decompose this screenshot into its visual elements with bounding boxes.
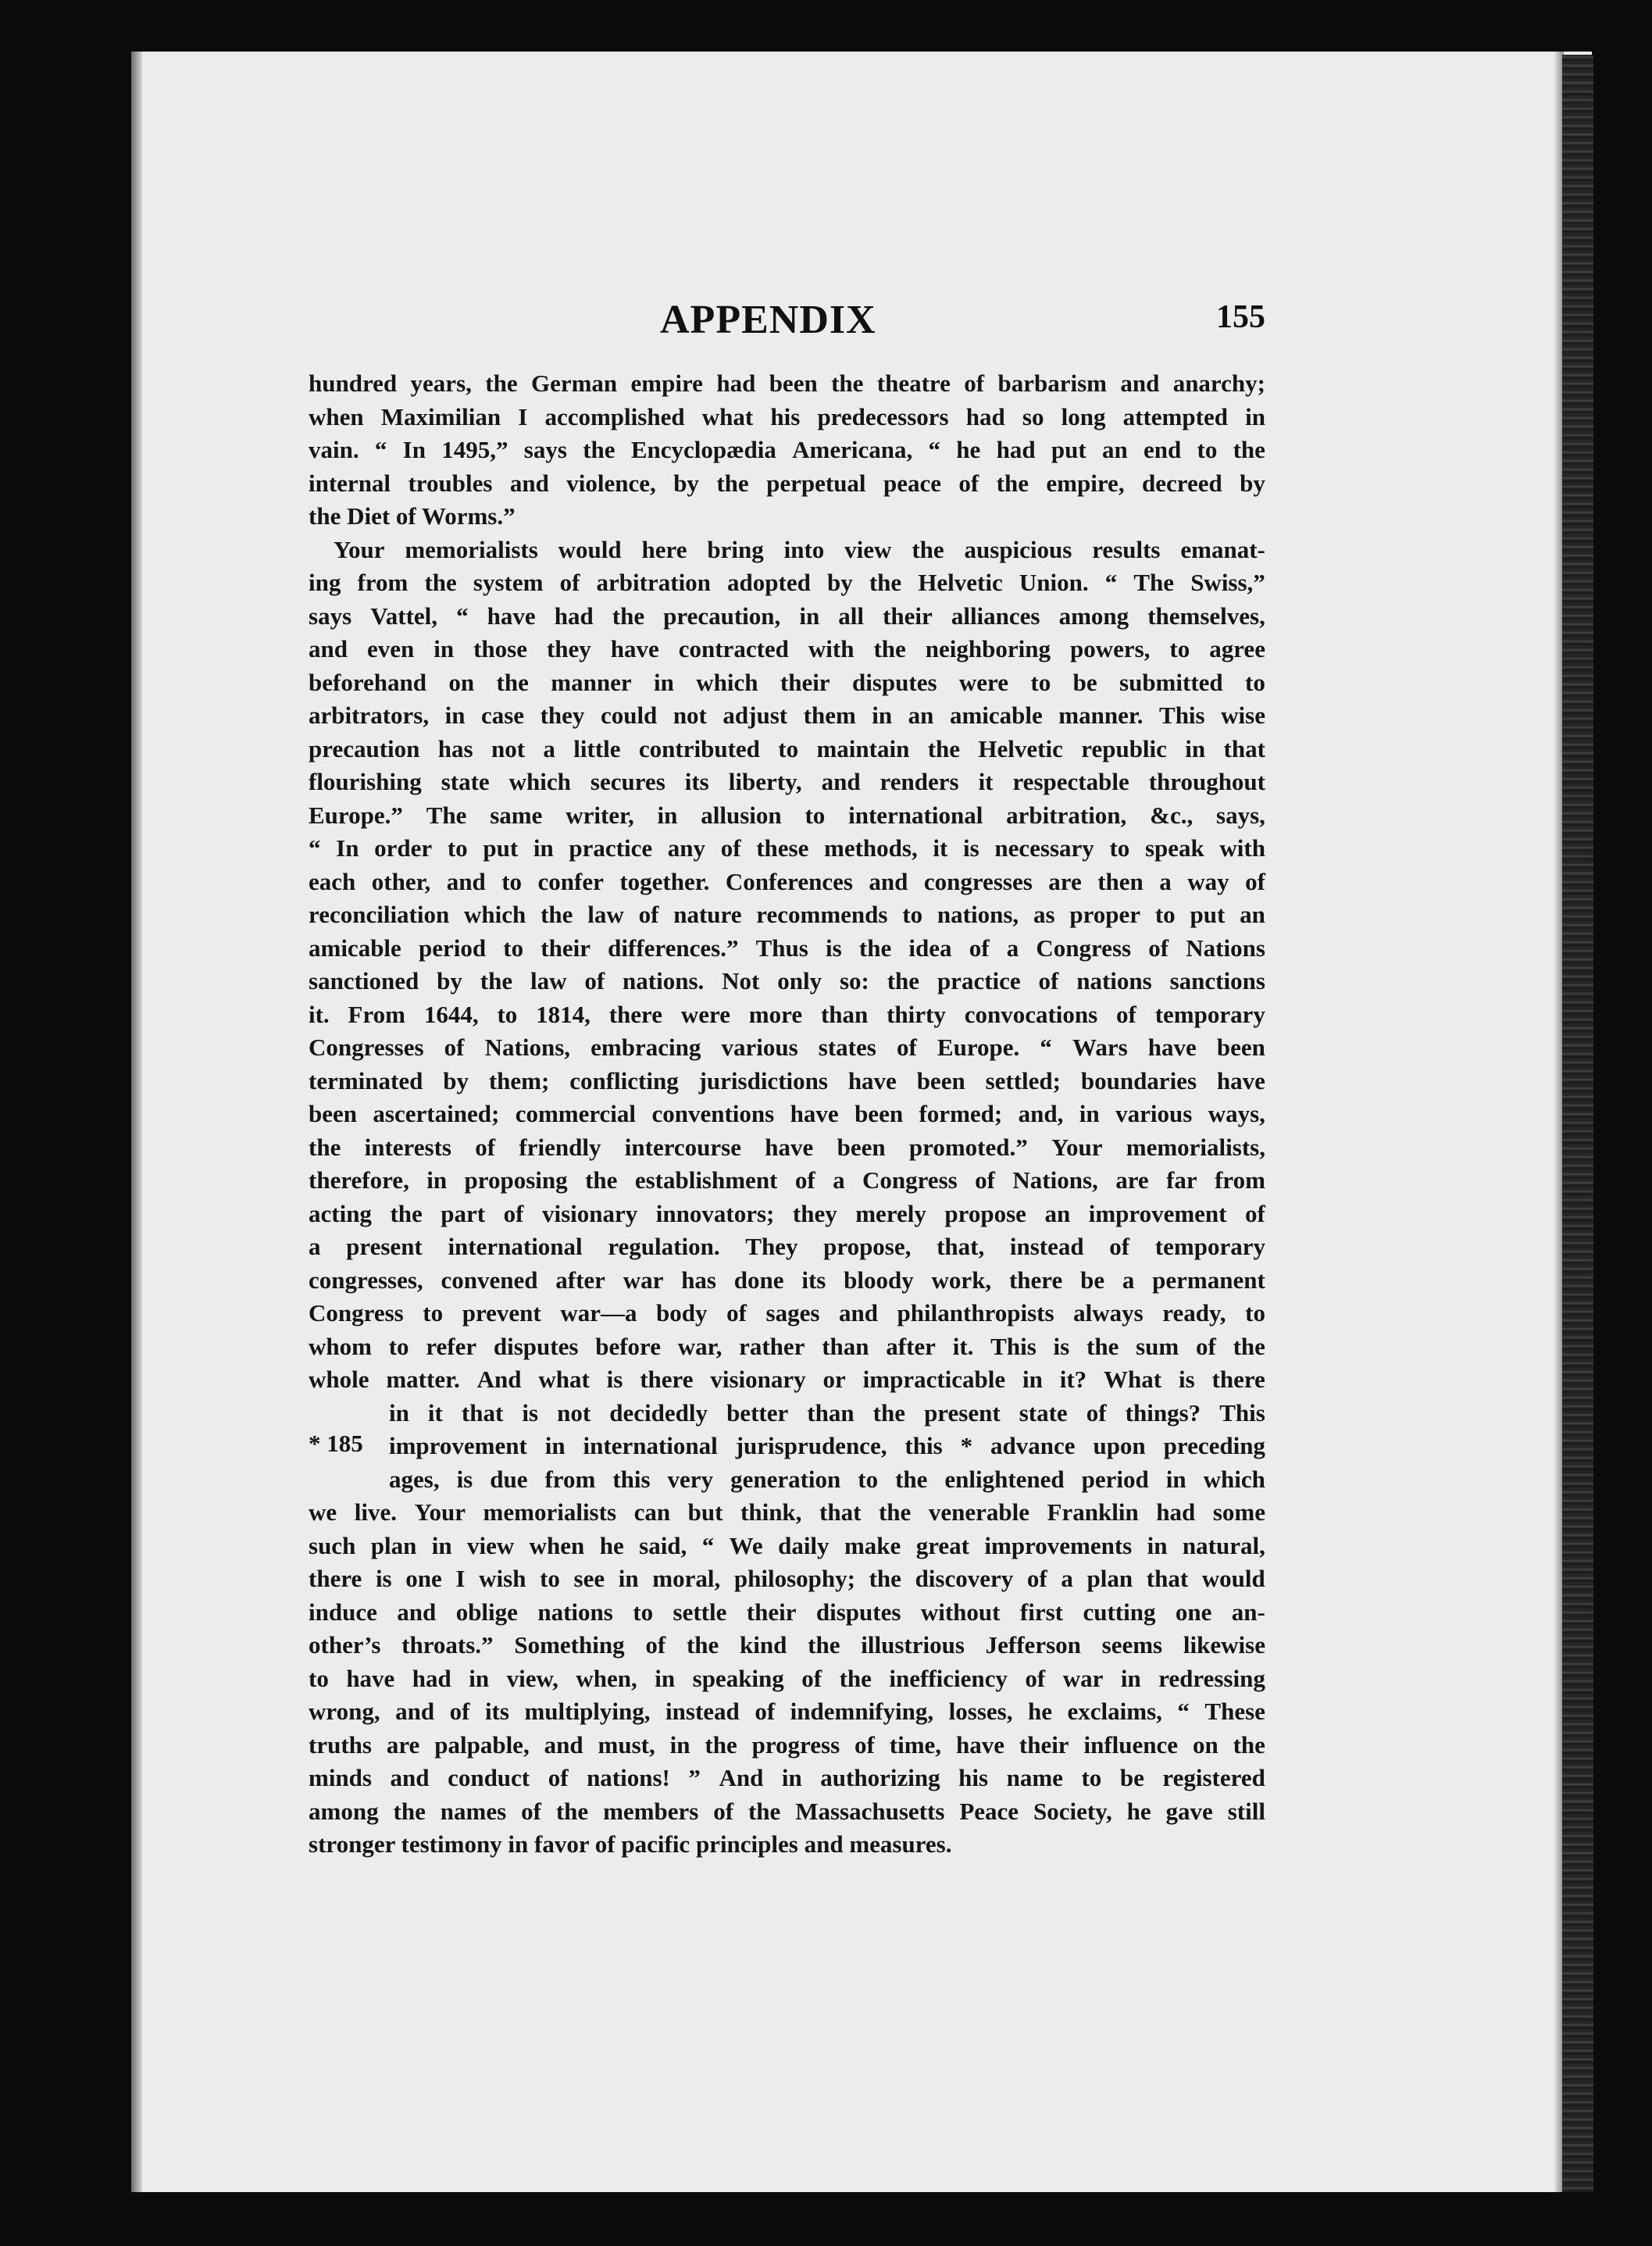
text-line: Congresses of Nations, embracing various states of Europe. “ Wars have been bbox=[309, 1034, 1265, 1061]
text-line: hundred years, the German empire had been the theatre of barbarism and anarchy; bbox=[309, 370, 1265, 397]
text-line: such plan in view when he said, “ We daily make great improvements in natural, bbox=[309, 1531, 1265, 1559]
text-line: the Diet of Worms.” bbox=[309, 502, 516, 530]
text-line: in it that is not decidedly better than the present state of things? This bbox=[389, 1398, 1265, 1427]
body-text bbox=[309, 367, 1265, 1862]
text-line: sanctioned by the law of nations. Not only so: the practice of nations sanctions bbox=[309, 967, 1265, 994]
running-title: APPENDIX bbox=[660, 298, 876, 342]
text-line: amicable period to their differences.” Thus is the idea of a Congress of Nations bbox=[309, 934, 1265, 962]
text-line: we live. Your memorialists can but think, that the venerable Franklin had some bbox=[309, 1498, 1265, 1526]
text-line: therefore, in proposing the establishment of a Congress of Nations, are far from bbox=[309, 1166, 1265, 1194]
running-head bbox=[309, 297, 1265, 352]
text-line: terminated by them; conflicting jurisdictions have been settled; boundaries have bbox=[309, 1066, 1265, 1094]
text-line: it. From 1644, to 1814, there were more than thirty convocations of temporary bbox=[309, 1000, 1265, 1028]
text-line: internal troubles and violence, by the perpetual peace of the empire, decreed by bbox=[309, 469, 1265, 497]
text-line: Congress to prevent war—a body of sages and philanthropists always ready, to bbox=[309, 1299, 1265, 1327]
text-line: improvement in international jurisprudence, this * advance upon preceding bbox=[389, 1432, 1265, 1459]
text-line: “ In order to put in practice any of these methods, it is necessary to speak with bbox=[309, 834, 1265, 862]
text-line: acting the part of visionary innovators; they merely propose an improvement of bbox=[309, 1199, 1265, 1227]
text-line: there is one I wish to see in moral, philosophy; the discovery of a plan that would bbox=[309, 1565, 1265, 1592]
text-line: stronger testimony in favor of pacific principles and measures. bbox=[309, 1830, 952, 1858]
text-line: whole matter. And what is there visionary or impracticable in it? What is there bbox=[309, 1366, 1265, 1393]
text-line: and even in those they have contracted with the neighboring powers, to agree bbox=[309, 635, 1265, 662]
text-line: reconciliation which the law of nature recommends to nations, as proper to put an bbox=[309, 901, 1265, 928]
text-line: whom to refer disputes before war, rather than after it. This is the sum of the bbox=[309, 1332, 1265, 1360]
text-line: to have had in view, when, in speaking of the inefficiency of war in redressing bbox=[309, 1664, 1265, 1692]
text-line: truths are palpable, and must, in the progress of time, have their influence on the bbox=[309, 1730, 1265, 1759]
text-line: ing from the system of arbitration adopted by the Helvetic Union. “ The Swiss,” bbox=[309, 569, 1265, 596]
text-line: beforehand on the manner in which their disputes were to be submitted to bbox=[309, 668, 1265, 696]
margin-page-marker: * 185 bbox=[309, 1430, 363, 1457]
text-line: vain. “ In 1495,” says the Encyclopædia Americana, “ he had put an end to the bbox=[309, 436, 1265, 463]
text-line: when Maximilian I accomplished what his predecessors had so long attempted in bbox=[309, 402, 1265, 430]
page-stack-edge bbox=[1562, 55, 1593, 2192]
text-line: the interests of friendly intercourse have been promoted.” Your memorialists, bbox=[309, 1133, 1265, 1161]
text-line: precaution has not a little contributed to maintain the Helvetic republic in that bbox=[309, 734, 1265, 762]
text-line: Europe.” The same writer, in allusion to international arbitration, &c., says, bbox=[309, 801, 1265, 829]
text-line: flourishing state which secures its liberty, and renders it respectable throughout bbox=[309, 768, 1265, 795]
text-line: ages, is due from this very generation to the enlightened period in which bbox=[389, 1465, 1265, 1493]
text-line: induce and oblige nations to settle their disputes without first cutting one an- bbox=[309, 1598, 1265, 1626]
text-line: each other, and to confer together. Conferences and congresses are then a way of bbox=[309, 867, 1265, 895]
page-number: 155 bbox=[1216, 299, 1265, 335]
text-line: among the names of the members of the Massachusetts Peace Society, he gave still bbox=[309, 1797, 1265, 1825]
text-line: wrong, and of its multiplying, instead of indemnifying, losses, he exclaims, “ These bbox=[309, 1698, 1265, 1725]
text-line: been ascertained; commercial conventions have been formed; and, in various ways, bbox=[309, 1100, 1265, 1127]
text-line: a present international regulation. They propose, that, instead of temporary bbox=[309, 1233, 1265, 1260]
text-line: says Vattel, “ have had the precaution, in all their alliances among themselves, bbox=[309, 602, 1265, 630]
text-line: other’s throats.” Something of the kind the illustrious Jefferson seems likewise bbox=[309, 1631, 1265, 1659]
page-left-edge bbox=[131, 52, 142, 2192]
text-line: minds and conduct of nations! ” And in authorizing his name to be registered bbox=[309, 1764, 1265, 1791]
text-line: congresses, convened after war has done its bloody work, there be a permanent bbox=[309, 1266, 1265, 1294]
text-line: arbitrators, in case they could not adjust them in an amicable manner. This wise bbox=[309, 702, 1265, 729]
text-line: Your memorialists would here bring into view the auspicious results emanat- bbox=[334, 535, 1265, 563]
